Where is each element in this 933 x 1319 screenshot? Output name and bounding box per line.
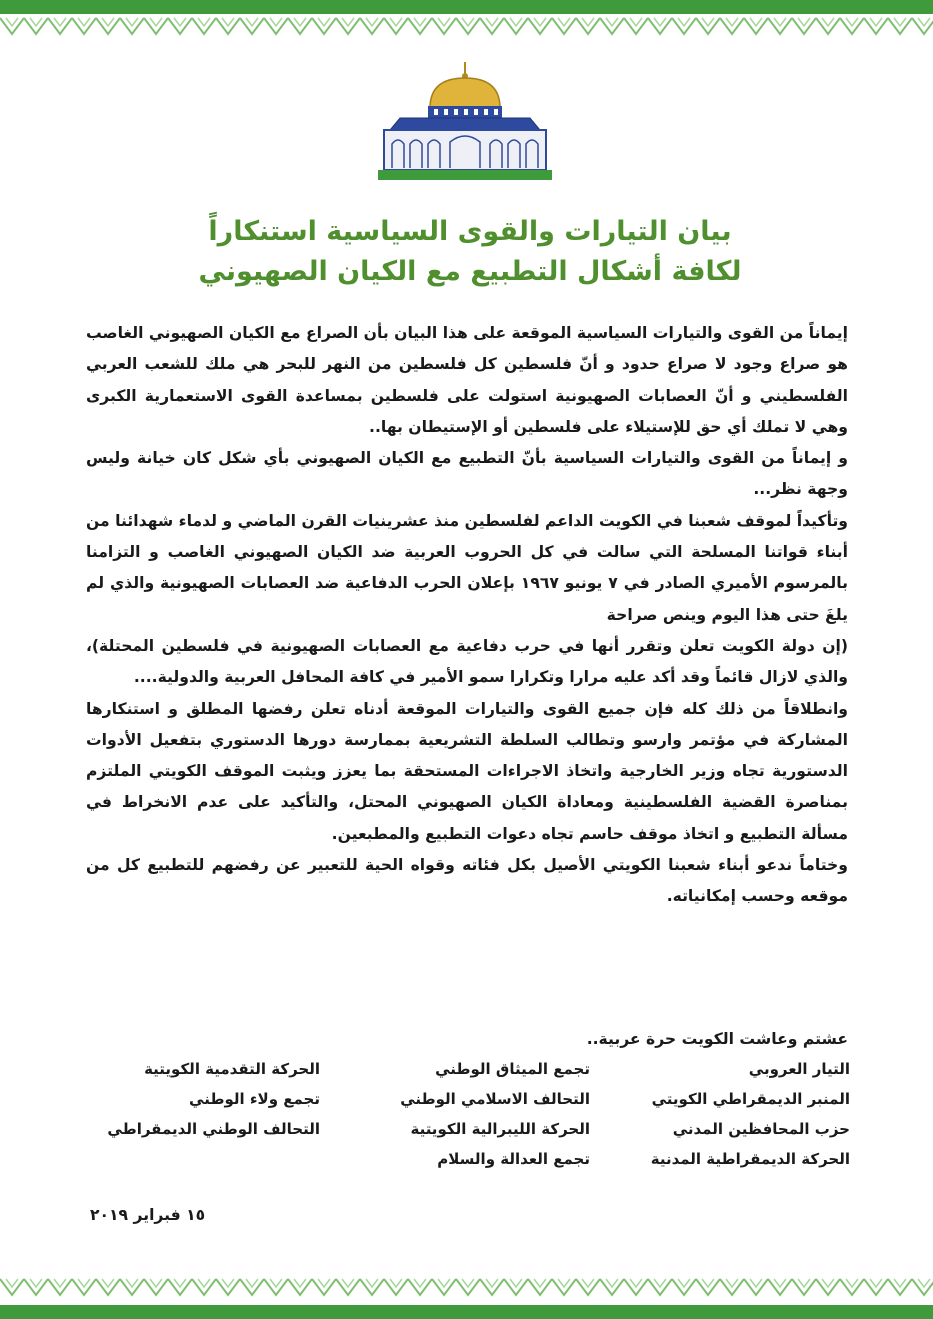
signatories-list xyxy=(80,1054,850,1174)
paragraph: وختاماً ندعو أبناء شعبنا الكويتي الأصيل بكل فئاته وقواه الحية للتعبير عن رفضهم للتطبيع كل من موقعه وحسب إمكانياته. xyxy=(86,856,848,906)
closing-line: عشتم وعاشت الكويت حرة عربية.. xyxy=(586,1030,848,1048)
signatories-column-3 xyxy=(80,1054,320,1174)
paragraph: و إيماناً من القوى والتيارات السياسية بأنّ التطبيع مع الكيان الصهيوني بأي شكل كان خيانة وليس وجهة نظر... xyxy=(86,449,848,499)
paragraph: وانطلاقاً من ذلك كله فإن جميع القوى والتيارات الموقعة أدناه تعلن رفضها المطلق و استنكارها المشاركة في مؤتمر وارسو وتطالب السلطة التشريعية بممارسة دورها الدستوري بتفعيل الأدوات الدستورية تجاه وزير الخارجية واتخاذ الاجراءات المستحقة بما يعزز ويثبت الموقف الكويتي الملتزم بمناصرة القضية الفلسطينية ومعاداة الكيان الصهيوني المحتل، والتأكيد على عدم الانخراط في مسألة التطبيع و اتخاذ موقف حاسم تجاه دعوات التطبيع والمطبعين. xyxy=(86,699,848,843)
statement-title xyxy=(150,212,790,292)
signatory: الحركة الديمقراطية المدنية xyxy=(650,1150,850,1168)
title-line-1: بيان التيارات والقوى السياسية استنكاراً xyxy=(208,216,732,247)
signatory: تجمع ولاء الوطني xyxy=(189,1090,320,1108)
bottom-pattern xyxy=(0,1275,933,1301)
top-decorative-band xyxy=(0,0,933,44)
signatory: الحركة التقدمية الكويتية xyxy=(144,1060,320,1078)
signatory: حزب المحافظين المدني xyxy=(672,1120,850,1138)
signatory: المنبر الديمقراطي الكويتي xyxy=(651,1090,850,1108)
top-pattern xyxy=(0,14,933,40)
title-line-2: لكافة أشكال التطبيع مع الكيان الصهيوني xyxy=(198,256,742,287)
paragraph: (إن دولة الكويت تعلن وتقرر أنها في حرب دفاعية مع العصابات الصهيونية في فلسطين المحتلة)، والذي لازال قائماً وقد أكد عليه مرارا وتكرارا سمو الأمير في كافة المحافل العربية والدولية.... xyxy=(86,636,848,687)
signatory: الحركة الليبرالية الكويتية xyxy=(410,1120,590,1138)
signatories-column-1 xyxy=(590,1054,850,1174)
signatory: التيار العروبي xyxy=(748,1060,850,1078)
signatories-column-2 xyxy=(320,1054,590,1174)
statement-date: ١٥ فبراير ٢٠١٩ xyxy=(90,1206,206,1224)
dome-of-the-rock-emblem xyxy=(370,60,560,190)
signatory: التحالف الاسلامي الوطني xyxy=(400,1090,590,1108)
paragraph: إيماناً من القوى والتيارات السياسية الموقعة على هذا البيان بأن الصراع مع الكيان الصهيوني الغاصب هو صراع وجود لا صراع حدود و أنّ فلسطين كل فلسطين من النهر للبحر هي ملك للشعب العربي الفلسطيني و أنّ العصابات الصهيونية استولت على فلسطين بمساعدة القوى الاستعمارية الكبرى وهي لا تملك أي حق للإستيلاء على فلسطين أو الإستيطان بها.. xyxy=(86,324,848,436)
signatory: تجمع العدالة والسلام xyxy=(437,1150,590,1168)
signatory: تجمع الميثاق الوطني xyxy=(435,1060,590,1078)
paragraph: وتأكيداً لموقف شعبنا في الكويت الداعم لفلسطين منذ عشرينيات القرن الماضي و لدماء شهدائنا من أبناء قواتنا المسلحة التي سالت في كل الحروب العربية ضد الكيان الصهيوني الغاصب و التزامنا بالمرسوم الأميري الصادر في ٧ يونيو ١٩٦٧ بإعلان الحرب الدفاعية ضد العصابات الصهيونية والذي لم يلغَ حتى هذا اليوم وينص صراحة xyxy=(86,511,848,624)
statement-body xyxy=(86,318,848,913)
signatory: التحالف الوطني الديمقراطي xyxy=(107,1120,320,1138)
bottom-decorative-band xyxy=(0,1275,933,1319)
